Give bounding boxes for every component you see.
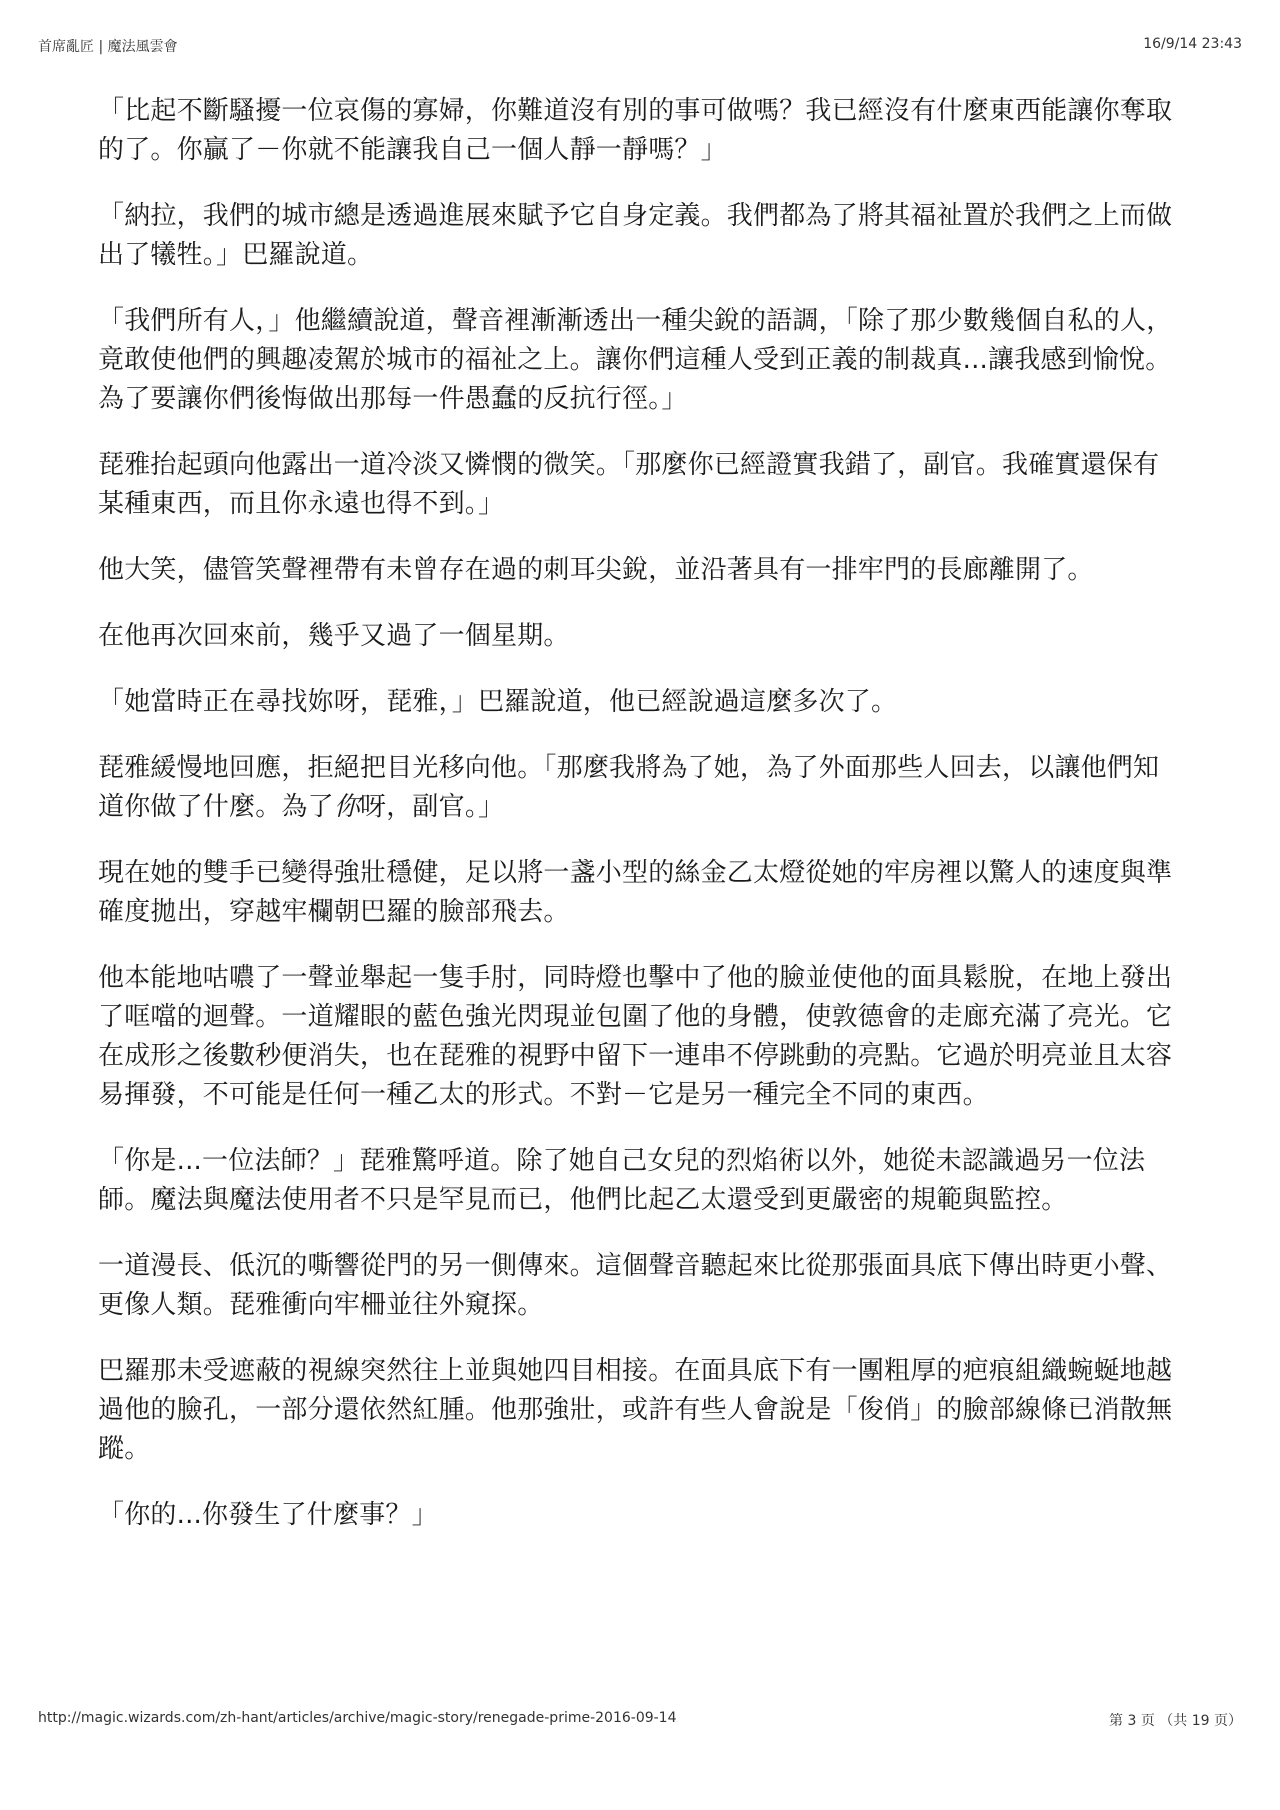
paragraph-8-text-start: 琵雅緩慢地回應，拒絕把目光移向他。「那麼我將為了她，為了外面那些人回去，以讓他們知道你做了什麼。為了 — [98, 753, 1160, 822]
paragraph-13: 巴羅那未受遮蔽的視線突然往上並與她四目相接。在面具底下有一團粗厚的疤痕組織蜿蜒地越過他的臉孔，一部分還依然紅腫。他那強壯，或許有些人會說是「俊俏」的臉部線條已消散無蹤。 — [98, 1356, 1173, 1464]
paragraph-2: 「納拉，我們的城市總是透過進展來賦予它自身定義。我們都為了將其福祉置於我們之上而做出了犧牲。」巴羅說道。 — [98, 201, 1173, 270]
paragraph-9: 現在她的雙手已變得強壯穩健，足以將一盞小型的絲金乙太燈從她的牢房裡以驚人的速度與準確度拋出，穿越牢欄朝巴羅的臉部飛去。 — [98, 858, 1173, 927]
print-datetime: 16/9/14 23:43 — [1143, 36, 1242, 52]
paragraph-11: 「你是...一位法師？」琵雅驚呼道。除了她自己女兒的烈焰術以外，她從未認識過另一位法師。魔法與魔法使用者不只是罕見而已，他們比起乙太還受到更嚴密的規範與監控。 — [98, 1146, 1146, 1215]
print-header — [38, 36, 1242, 56]
paragraph-6: 在他再次回來前，幾乎又過了一個星期。 — [98, 621, 570, 651]
page-title: 首席亂匠 | 魔法風雲會 — [38, 39, 178, 55]
paragraph-7: 「她當時正在尋找妳呀，琵雅，」巴羅說道，他已經說過這麼多次了。 — [98, 687, 898, 717]
paragraph-8 — [98, 749, 1184, 827]
paragraph-5: 他大笑，儘管笑聲裡帶有未曾存在過的刺耳尖銳，並沿著具有一排牢門的長廊離開了。 — [98, 555, 1094, 585]
paragraph-3: 「我們所有人，」他繼續說道，聲音裡漸漸透出一種尖銳的語調，「除了那少數幾個自私的人，竟敢使他們的興趣凌駕於城市的福祉之上。讓你們這種人受到正義的制裁真...讓我感到愉悅。為了要讓你們後悔做出那每一件愚蠢的反抗行徑。」 — [98, 306, 1173, 414]
paragraph-1: 「比起不斷騷擾一位哀傷的寡婦，你難道沒有別的事可做嗎？我已經沒有什麼東西能讓你奪取的了。你贏了－你就不能讓我自己一個人靜一靜嗎？」 — [98, 96, 1173, 165]
paragraph-14: 「你的...你發生了什麼事？」 — [98, 1500, 438, 1530]
article-body — [98, 92, 1184, 1562]
page-url: http://magic.wizards.com/zh-hant/articles/archive/magic-story/renegade-prime-2016-09-14 — [38, 1710, 677, 1726]
paragraph-12: 一道漫長、低沉的嘶響從門的另一側傳來。這個聲音聽起來比從那張面具底下傳出時更小聲、更像人類。琵雅衝向牢柵並往外窺探。 — [98, 1251, 1173, 1320]
paragraph-8-text-end: 呀，副官。」 — [360, 792, 505, 822]
paragraph-8-emphasis: 你 — [333, 792, 361, 822]
page-number: 第 3 页 （共 19 页） — [1109, 1713, 1242, 1729]
paragraph-10: 他本能地咕噥了一聲並舉起一隻手肘，同時燈也擊中了他的臉並使他的面具鬆脫，在地上發出了哐噹的迴聲。一道耀眼的藍色強光閃現並包圍了他的身體，使敦德會的走廊充滿了亮光。它在成形之後數秒便消失，也在琵雅的視野中留下一連串不停跳動的亮點。它過於明亮並且太容易揮發，不可能是任何一種乙太的形式。不對－它是另一種完全不同的東西。 — [98, 963, 1173, 1110]
print-footer — [38, 1710, 1242, 1730]
paragraph-4: 琵雅抬起頭向他露出一道冷淡又憐憫的微笑。「那麼你已經證實我錯了，副官。我確實還保有某種東西，而且你永遠也得不到。」 — [98, 450, 1160, 519]
